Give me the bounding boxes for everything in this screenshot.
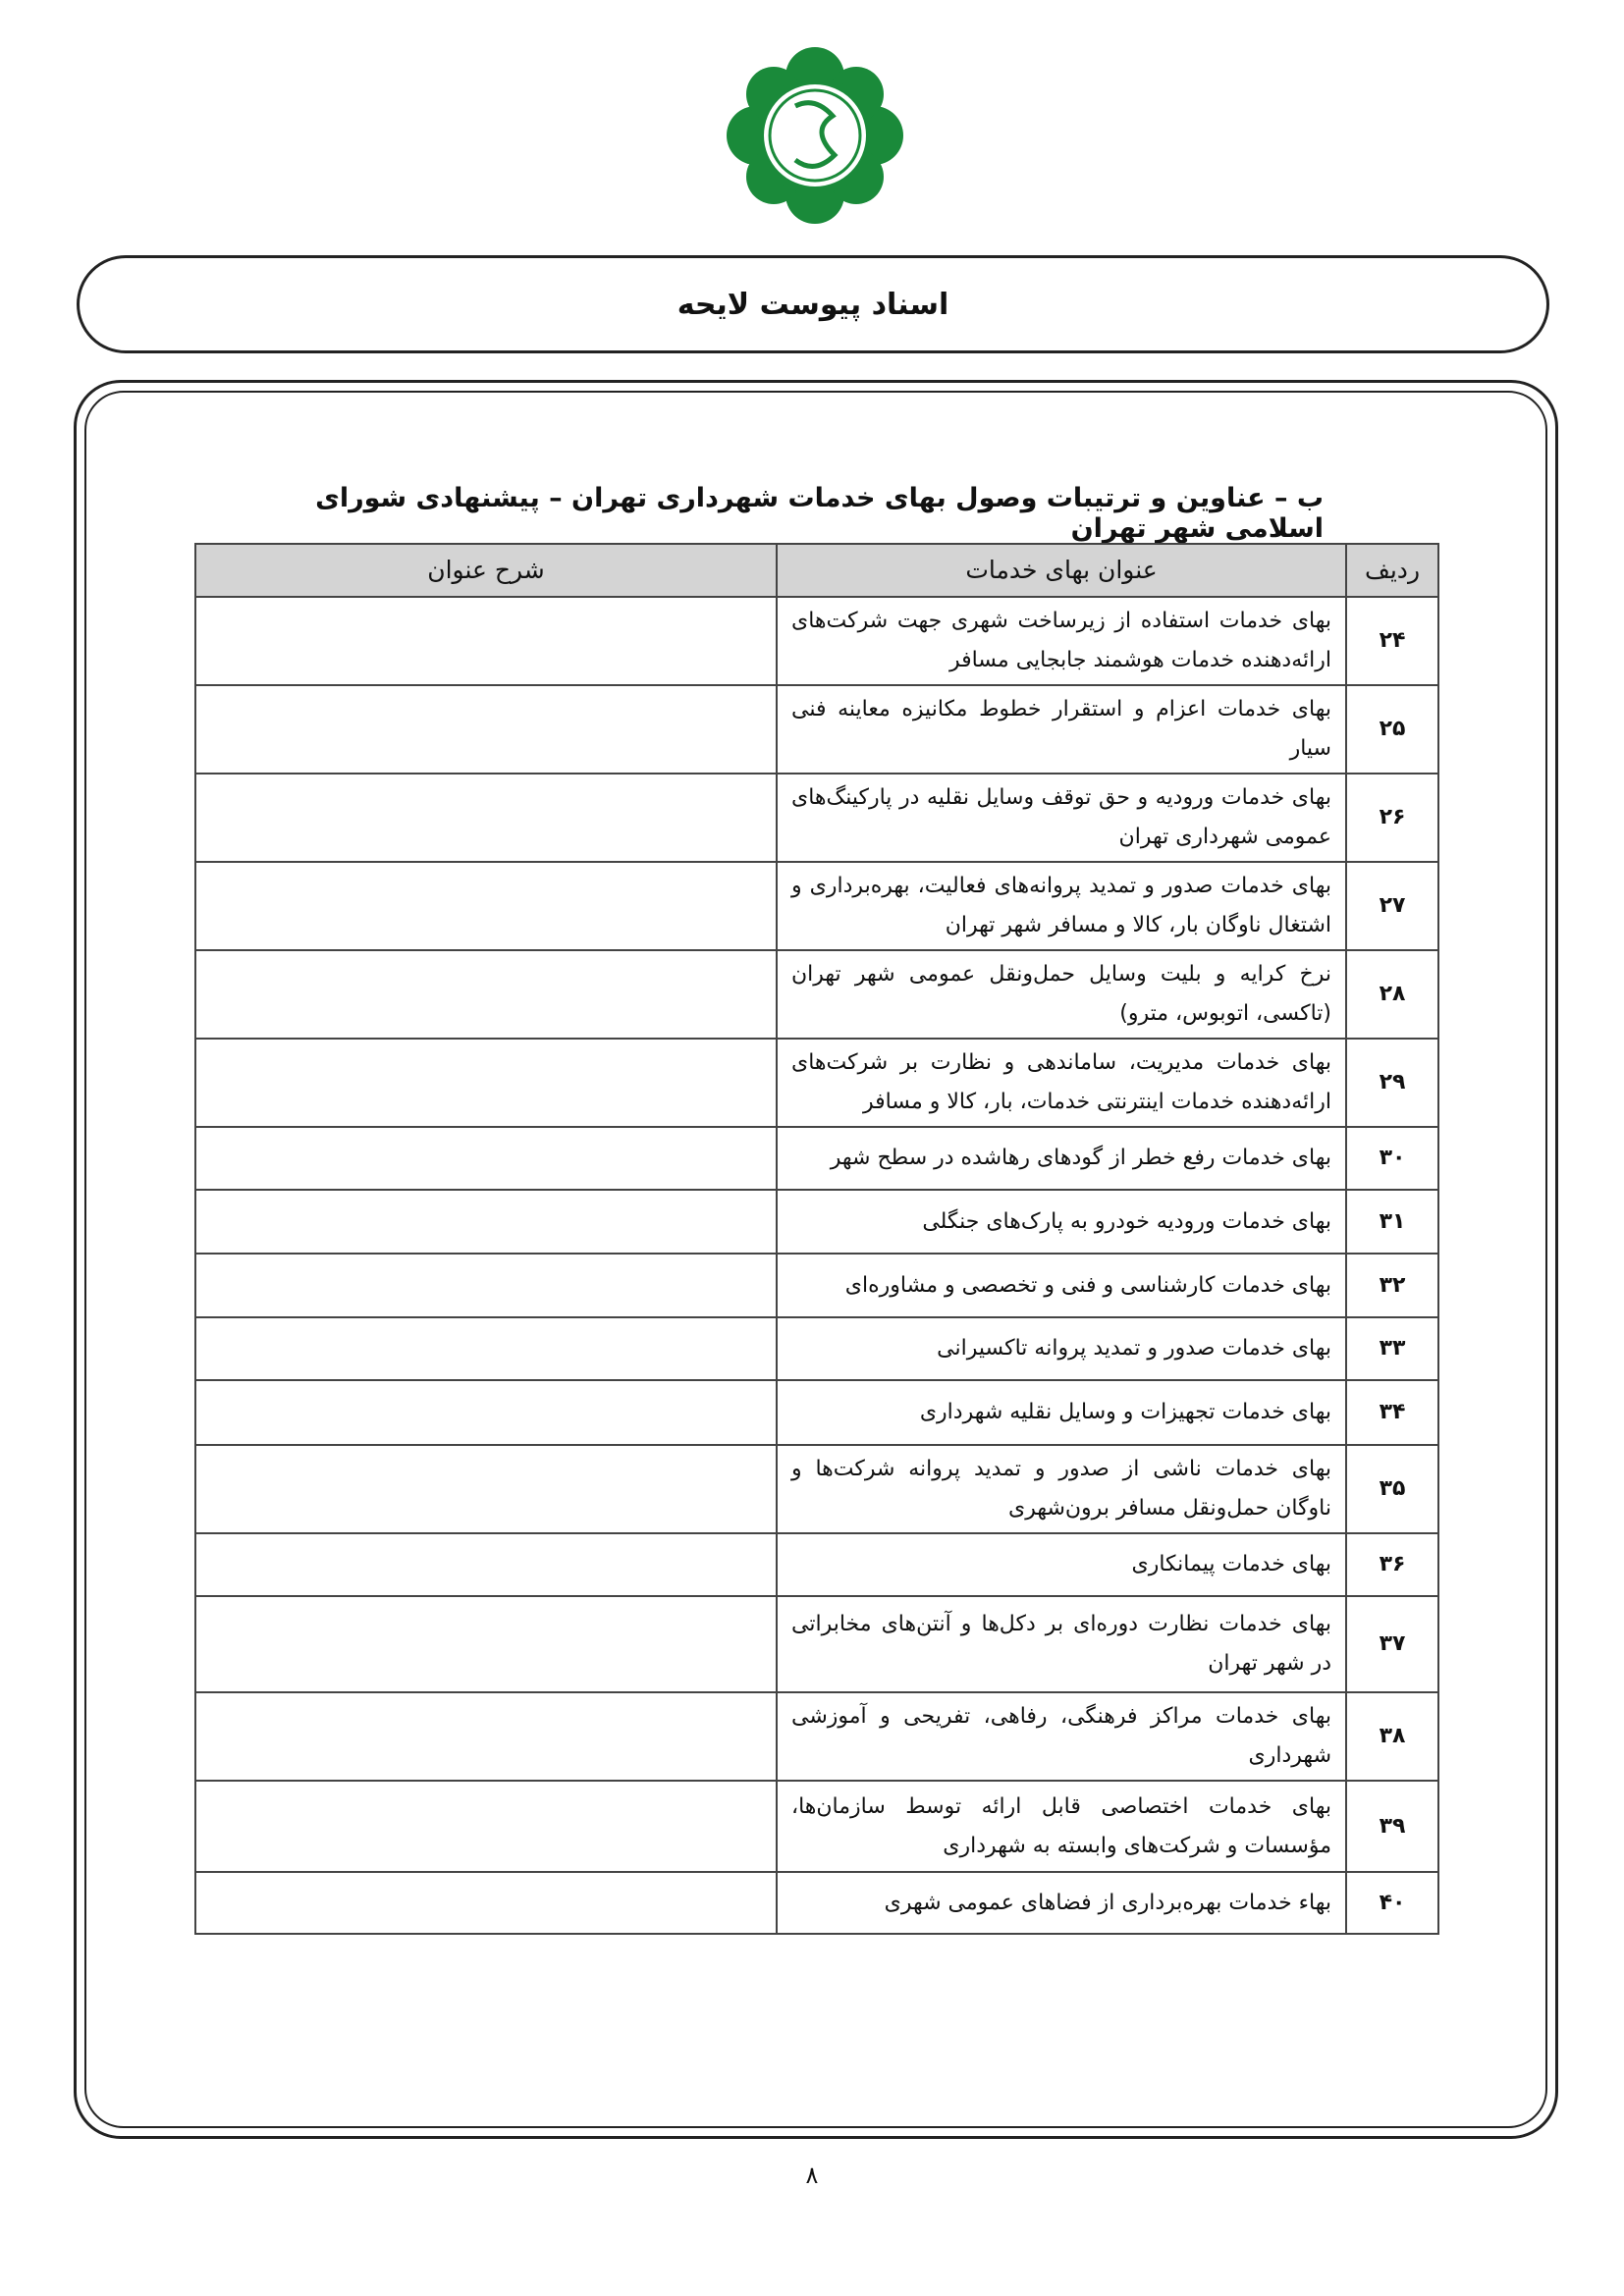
tehran-municipality-logo (717, 37, 913, 234)
service-title: بهای خدمات صدور و تمدید پروانه‌های فعالیت، بهره‌برداری و اشتغال ناوگان بار، کالا و مسافر شهر تهران (777, 862, 1346, 950)
service-description (195, 1254, 777, 1317)
table-row (195, 597, 1438, 685)
service-title: بهای خدمات مدیریت، ساماندهی و نظارت بر شرکت‌های ارائه‌دهنده خدمات اینترنتی خدمات، بار، کالا و مسافر (777, 1039, 1346, 1127)
page-number: ۸ (805, 2162, 819, 2189)
table-row (195, 1596, 1438, 1692)
row-number: ۳۱ (1346, 1190, 1438, 1254)
row-number: ۲۸ (1346, 950, 1438, 1039)
service-title: بهای خدمات پیمانکاری (777, 1533, 1346, 1596)
service-description (195, 1445, 777, 1533)
table-row (195, 1872, 1438, 1934)
service-description (195, 1596, 777, 1692)
service-title: بهاء خدمات بهره‌برداری از فضاهای عمومی شهری (777, 1872, 1346, 1934)
row-number: ۳۲ (1346, 1254, 1438, 1317)
service-description (195, 774, 777, 862)
document-title: اسناد پیوست لایحه (677, 287, 949, 322)
service-description (195, 1781, 777, 1872)
service-title: بهای خدمات تجهیزات و وسایل نقلیه شهرداری (777, 1380, 1346, 1445)
document-title-box (77, 255, 1549, 353)
column-header-description: شرح عنوان (195, 544, 777, 597)
row-number: ۲۵ (1346, 685, 1438, 774)
service-title: بهای خدمات ورودیه و حق توقف وسایل نقلیه در پارکینگ‌های عمومی شهرداری تهران (777, 774, 1346, 862)
row-number: ۲۷ (1346, 862, 1438, 950)
row-number: ۳۶ (1346, 1533, 1438, 1596)
service-description (195, 1872, 777, 1934)
section-subtitle: ب – عناوین و ترتیبات وصول بهای خدمات شهرداری تهران – پیشنهادی شورای اسلامی شهر تهران (315, 483, 1324, 544)
table-row (195, 1781, 1438, 1872)
table-row (195, 1445, 1438, 1533)
row-number: ۳۳ (1346, 1317, 1438, 1380)
row-number: ۳۴ (1346, 1380, 1438, 1445)
service-description (195, 1317, 777, 1380)
column-header-row-number: ردیف (1346, 544, 1438, 597)
table-row (195, 1317, 1438, 1380)
column-header-service-title: عنوان بهای خدمات (777, 544, 1346, 597)
service-description (195, 1533, 777, 1596)
table-row (195, 1039, 1438, 1127)
service-description (195, 1190, 777, 1254)
row-number: ۲۹ (1346, 1039, 1438, 1127)
table-row (195, 774, 1438, 862)
service-title: بهای خدمات صدور و تمدید پروانه تاکسیرانی (777, 1317, 1346, 1380)
service-title: بهای خدمات ورودیه خودرو به پارک‌های جنگلی (777, 1190, 1346, 1254)
table-header-row (195, 544, 1438, 597)
table-row (195, 1380, 1438, 1445)
service-description (195, 1380, 777, 1445)
row-number: ۳۸ (1346, 1692, 1438, 1781)
service-description (195, 597, 777, 685)
table-row (195, 1127, 1438, 1190)
service-title: بهای خدمات رفع خطر از گودهای رهاشده در سطح شهر (777, 1127, 1346, 1190)
row-number: ۳۷ (1346, 1596, 1438, 1692)
service-title: نرخ کرایه و بلیت وسایل حمل‌ونقل عمومی شهر تهران (تاکسی، اتوبوس، مترو) (777, 950, 1346, 1039)
table-row (195, 685, 1438, 774)
service-title: بهای خدمات کارشناسی و فنی و تخصصی و مشاوره‌ای (777, 1254, 1346, 1317)
services-table (194, 543, 1439, 1935)
service-description (195, 862, 777, 950)
service-title: بهای خدمات مراکز فرهنگی، رفاهی، تفریحی و آموزشی شهرداری (777, 1692, 1346, 1781)
row-number: ۳۰ (1346, 1127, 1438, 1190)
service-title: بهای خدمات اختصاصی قابل ارائه توسط سازمان‌ها، مؤسسات و شرکت‌های وابسته به شهرداری (777, 1781, 1346, 1872)
service-description (195, 1127, 777, 1190)
row-number: ۴۰ (1346, 1872, 1438, 1934)
row-number: ۲۴ (1346, 597, 1438, 685)
service-description (195, 950, 777, 1039)
service-description (195, 1692, 777, 1781)
service-title: بهای خدمات استفاده از زیرساخت شهری جهت شرکت‌های ارائه‌دهنده خدمات هوشمند جابجایی مسافر (777, 597, 1346, 685)
row-number: ۳۵ (1346, 1445, 1438, 1533)
table-row (195, 1254, 1438, 1317)
service-title: بهای خدمات اعزام و استقرار خطوط مکانیزه معاینه فنی سیار (777, 685, 1346, 774)
table-row (195, 1533, 1438, 1596)
row-number: ۲۶ (1346, 774, 1438, 862)
service-description (195, 1039, 777, 1127)
service-title: بهای خدمات نظارت دوره‌ای بر دکل‌ها و آنتن‌های مخابراتی در شهر تهران (777, 1596, 1346, 1692)
row-number: ۳۹ (1346, 1781, 1438, 1872)
table-row (195, 950, 1438, 1039)
table-row (195, 862, 1438, 950)
table-row (195, 1190, 1438, 1254)
service-description (195, 685, 777, 774)
service-title: بهای خدمات ناشی از صدور و تمدید پروانه شرکت‌ها و ناوگان حمل‌ونقل مسافر برون‌شهری (777, 1445, 1346, 1533)
table-row (195, 1692, 1438, 1781)
